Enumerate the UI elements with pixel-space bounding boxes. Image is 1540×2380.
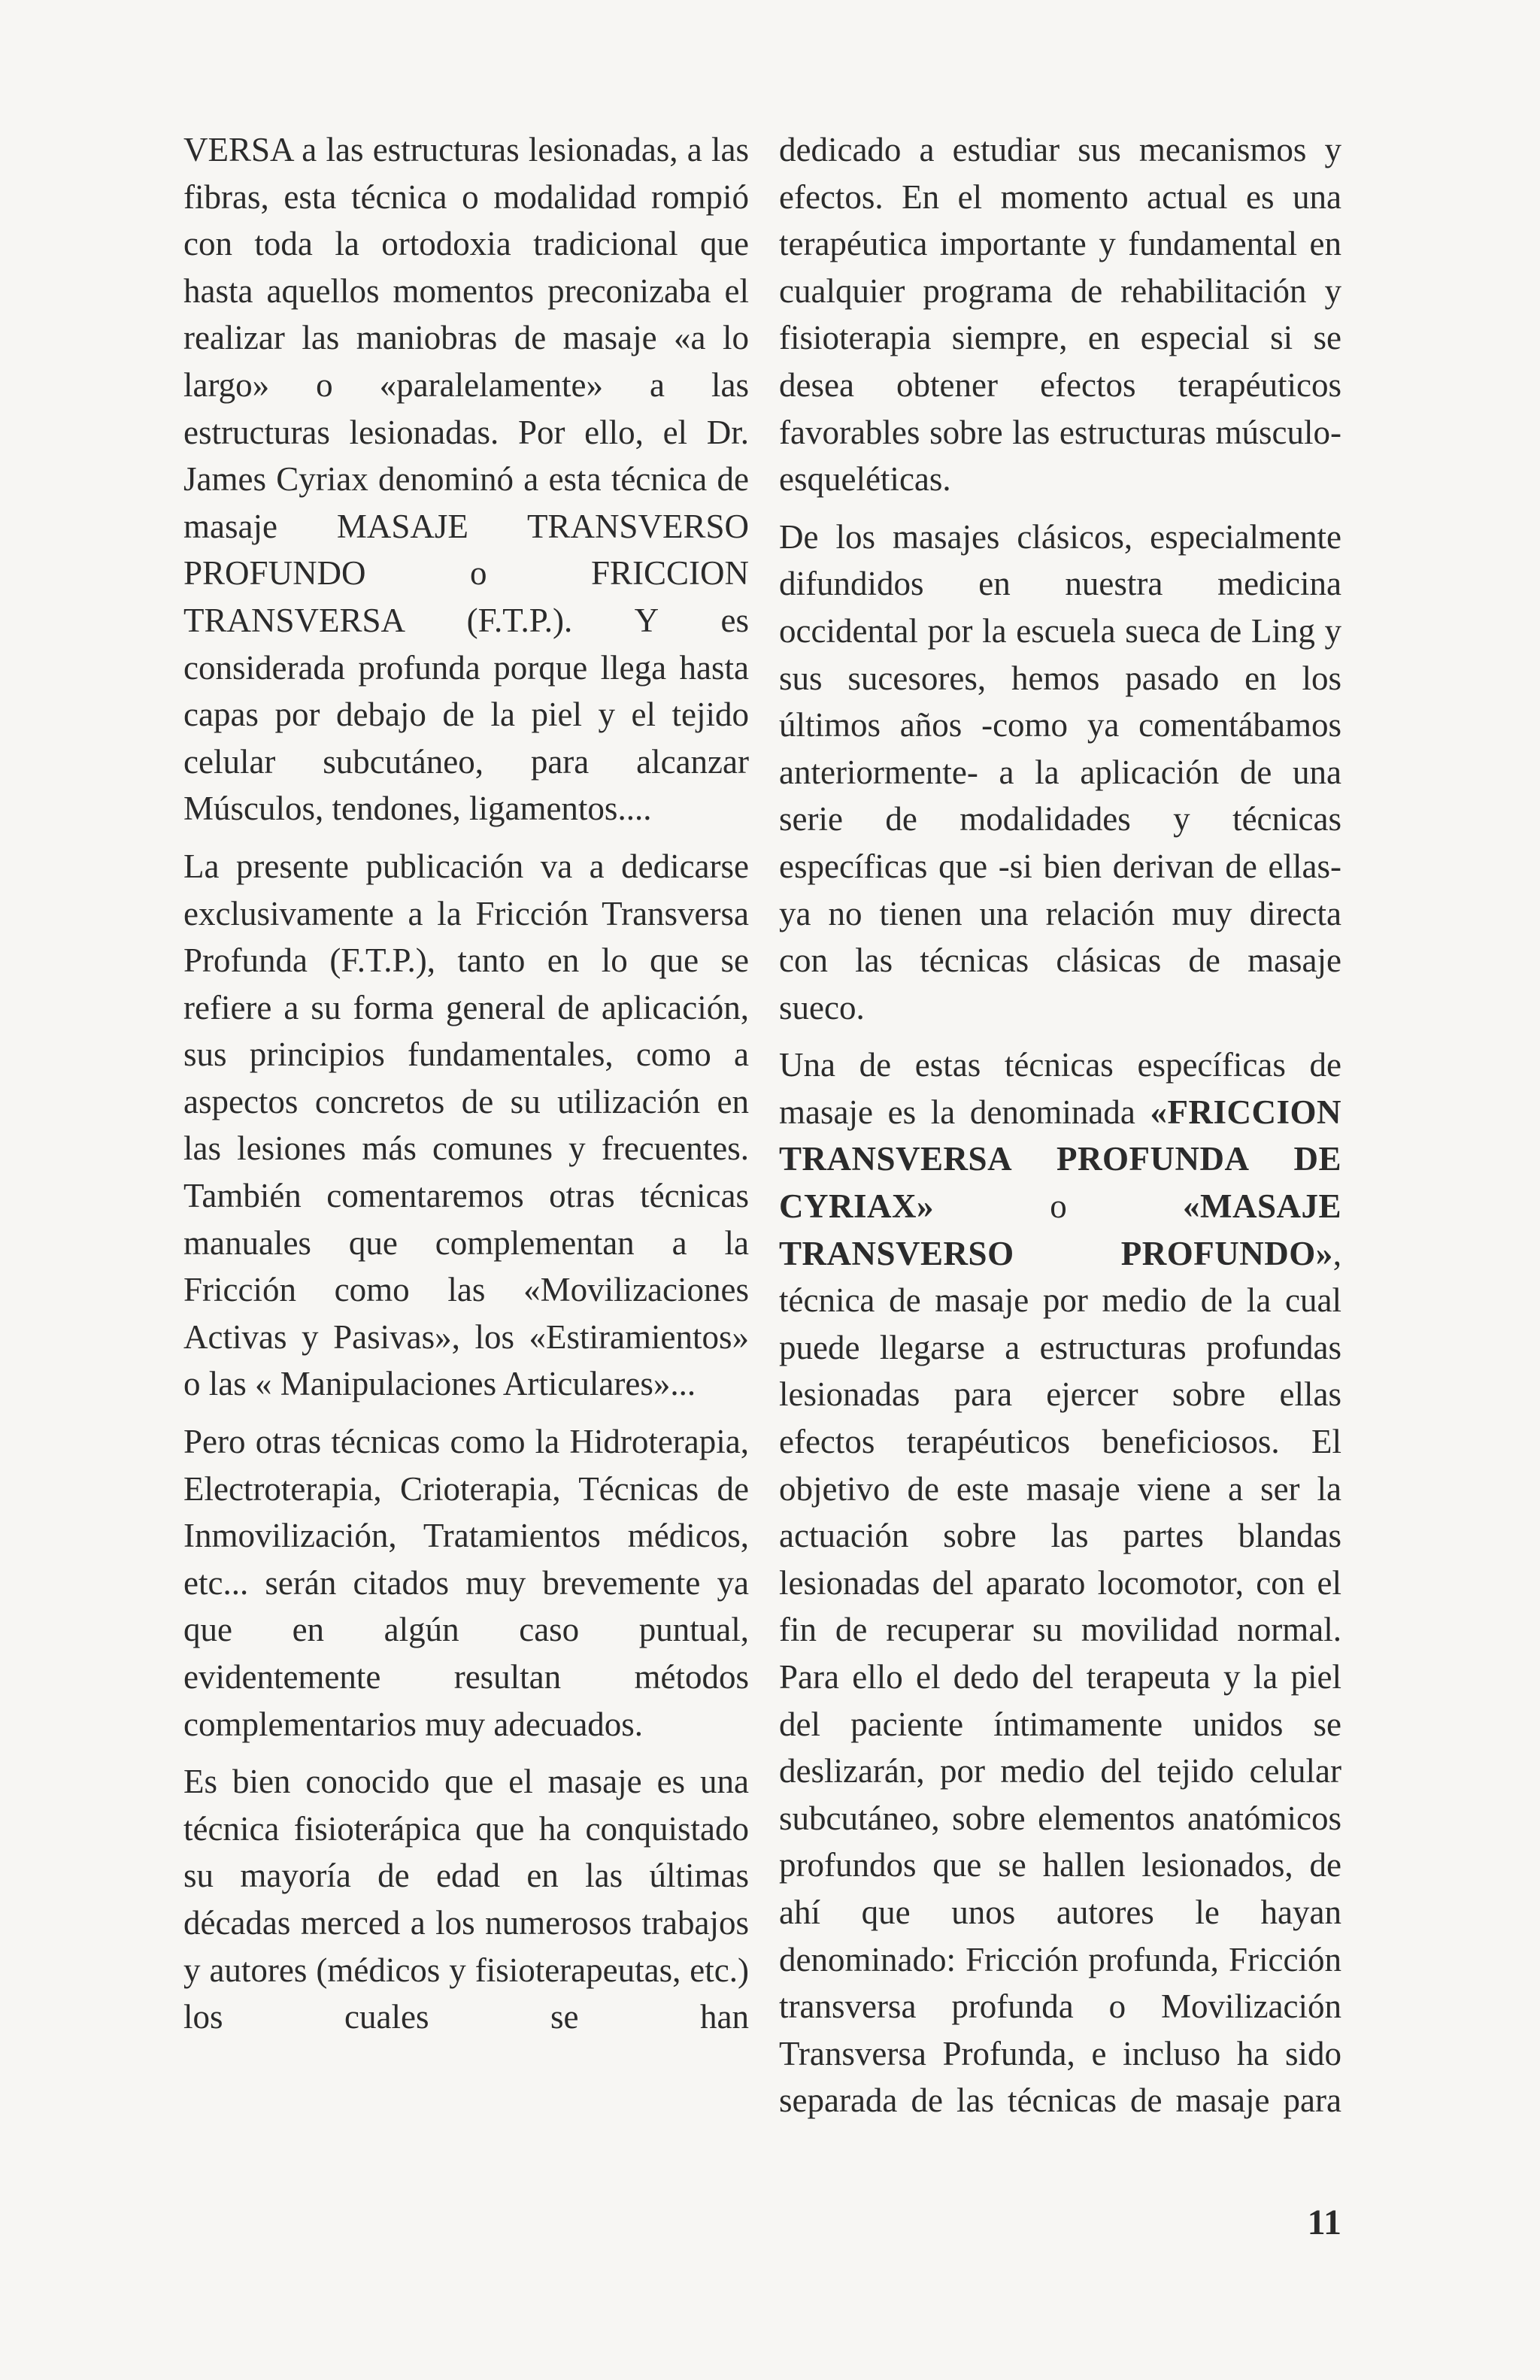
page-number: 11 [1307, 2203, 1341, 2242]
paragraph [779, 1041, 1341, 2124]
paragraph-text: Una de estas técnicas específicas de masaje es la denominada [779, 1046, 1341, 1131]
paragraph-text: , técnica de masaje por medio de la cual puede llegarse a estructuras profundas lesionadas para ejercer sobre ellas efectos terapéuticos beneficiosos. El objetivo de este masaje viene a ser la actuación sobre las partes blandas lesionadas del aparato locomotor, con el fin de recuperar su movilidad normal. Para ello el dedo del terapeuta y la piel del paciente íntimamente unidos se deslizarán, por medio del tejido celular subcutáneo, sobre elementos anatómicos profundos que se hallen lesionados, de ahí que unos autores le hayan denominado: Fricción profunda, Fricción transversa profunda o Movilización Transversa Profunda, e incluso ha sido separada de las técnicas de masaje para [779, 1234, 1341, 2120]
paragraph: Es bien conocido que el masaje es una técnica fisioterápica que ha conquistado su mayoría de edad en las últimas décadas merced a los numerosos trabajos y autores (médicos y fisioterapeutas, etc.) los cuales se han [183, 1763, 749, 2036]
right-column [779, 126, 1341, 2135]
paragraph: Pero otras técnicas como la Hidroterapia, Electroterapia, Crioterapia, Técnicas de Inmovilización, Tratamientos médicos, etc... serán citados muy brevemente ya que en algún caso puntual, evidentemente resultan métodos complementarios muy adecuados. [183, 1423, 749, 1743]
paragraph: De los masajes clásicos, especialmente difundidos en nuestra medicina occidental por la escuela sueca de Ling y sus sucesores, hemos pasado en los últimos años -como ya comentábamos anteriormente- a la aplicación de una serie de modalidades y técnicas específicas que -si bien derivan de ellas- ya no tienen una relación muy directa con las técnicas clásicas de masaje sueco. [779, 517, 1341, 1026]
paragraph: VERSA a las estructuras lesionadas, a las fibras, esta técnica o modalidad rompió con toda la ortodoxia tradicional que hasta aquellos momentos preconizaba el realizar las maniobras de masaje «a lo largo» o «paralelamente» a las estructuras lesionadas. Por ello, el Dr. James Cyriax denominó a esta técnica de masaje MASAJE TRANSVERSO PROFUNDO o FRICCION TRANSVERSA (F.T.P.). Y es considerada profunda porque llega hasta capas por debajo de la piel y el tejido celular subcutáneo, para alcanzar Músculos, tendones, ligamentos.... [183, 131, 749, 828]
paragraph: La presente publicación va a dedicarse exclusivamente a la Fricción Transversa Profunda (F.T.P.), tanto en lo que se refiere a su forma general de aplicación, sus principios fundamentales, como a aspectos concretos de su utilización en las lesiones más comunes y frecuentes. También comentaremos otras técnicas manuales que complementan a la Fricción como las «Movilizaciones Activas y Pasivas», los «Estiramientos» o las « Manipulaciones Articulares»... [183, 847, 749, 1403]
paragraph-text: o [934, 1187, 1183, 1226]
left-column [183, 126, 749, 2051]
paragraph: dedicado a estudiar sus mecanismos y efectos. En el momento actual es una terapéutica importante y fundamental en cualquier programa de rehabilitación y fisioterapia siempre, en especial si se desea obtener efectos terapéuticos favorables sobre las estructuras músculo-esqueléticas. [779, 131, 1341, 499]
emphasized-term: «FRICCION TRANSVERSA PROFUNDA DE CYRIAX» [779, 1093, 1341, 1226]
emphasized-term: «MASAJE TRANSVERSO PROFUNDO» [779, 1187, 1341, 1272]
